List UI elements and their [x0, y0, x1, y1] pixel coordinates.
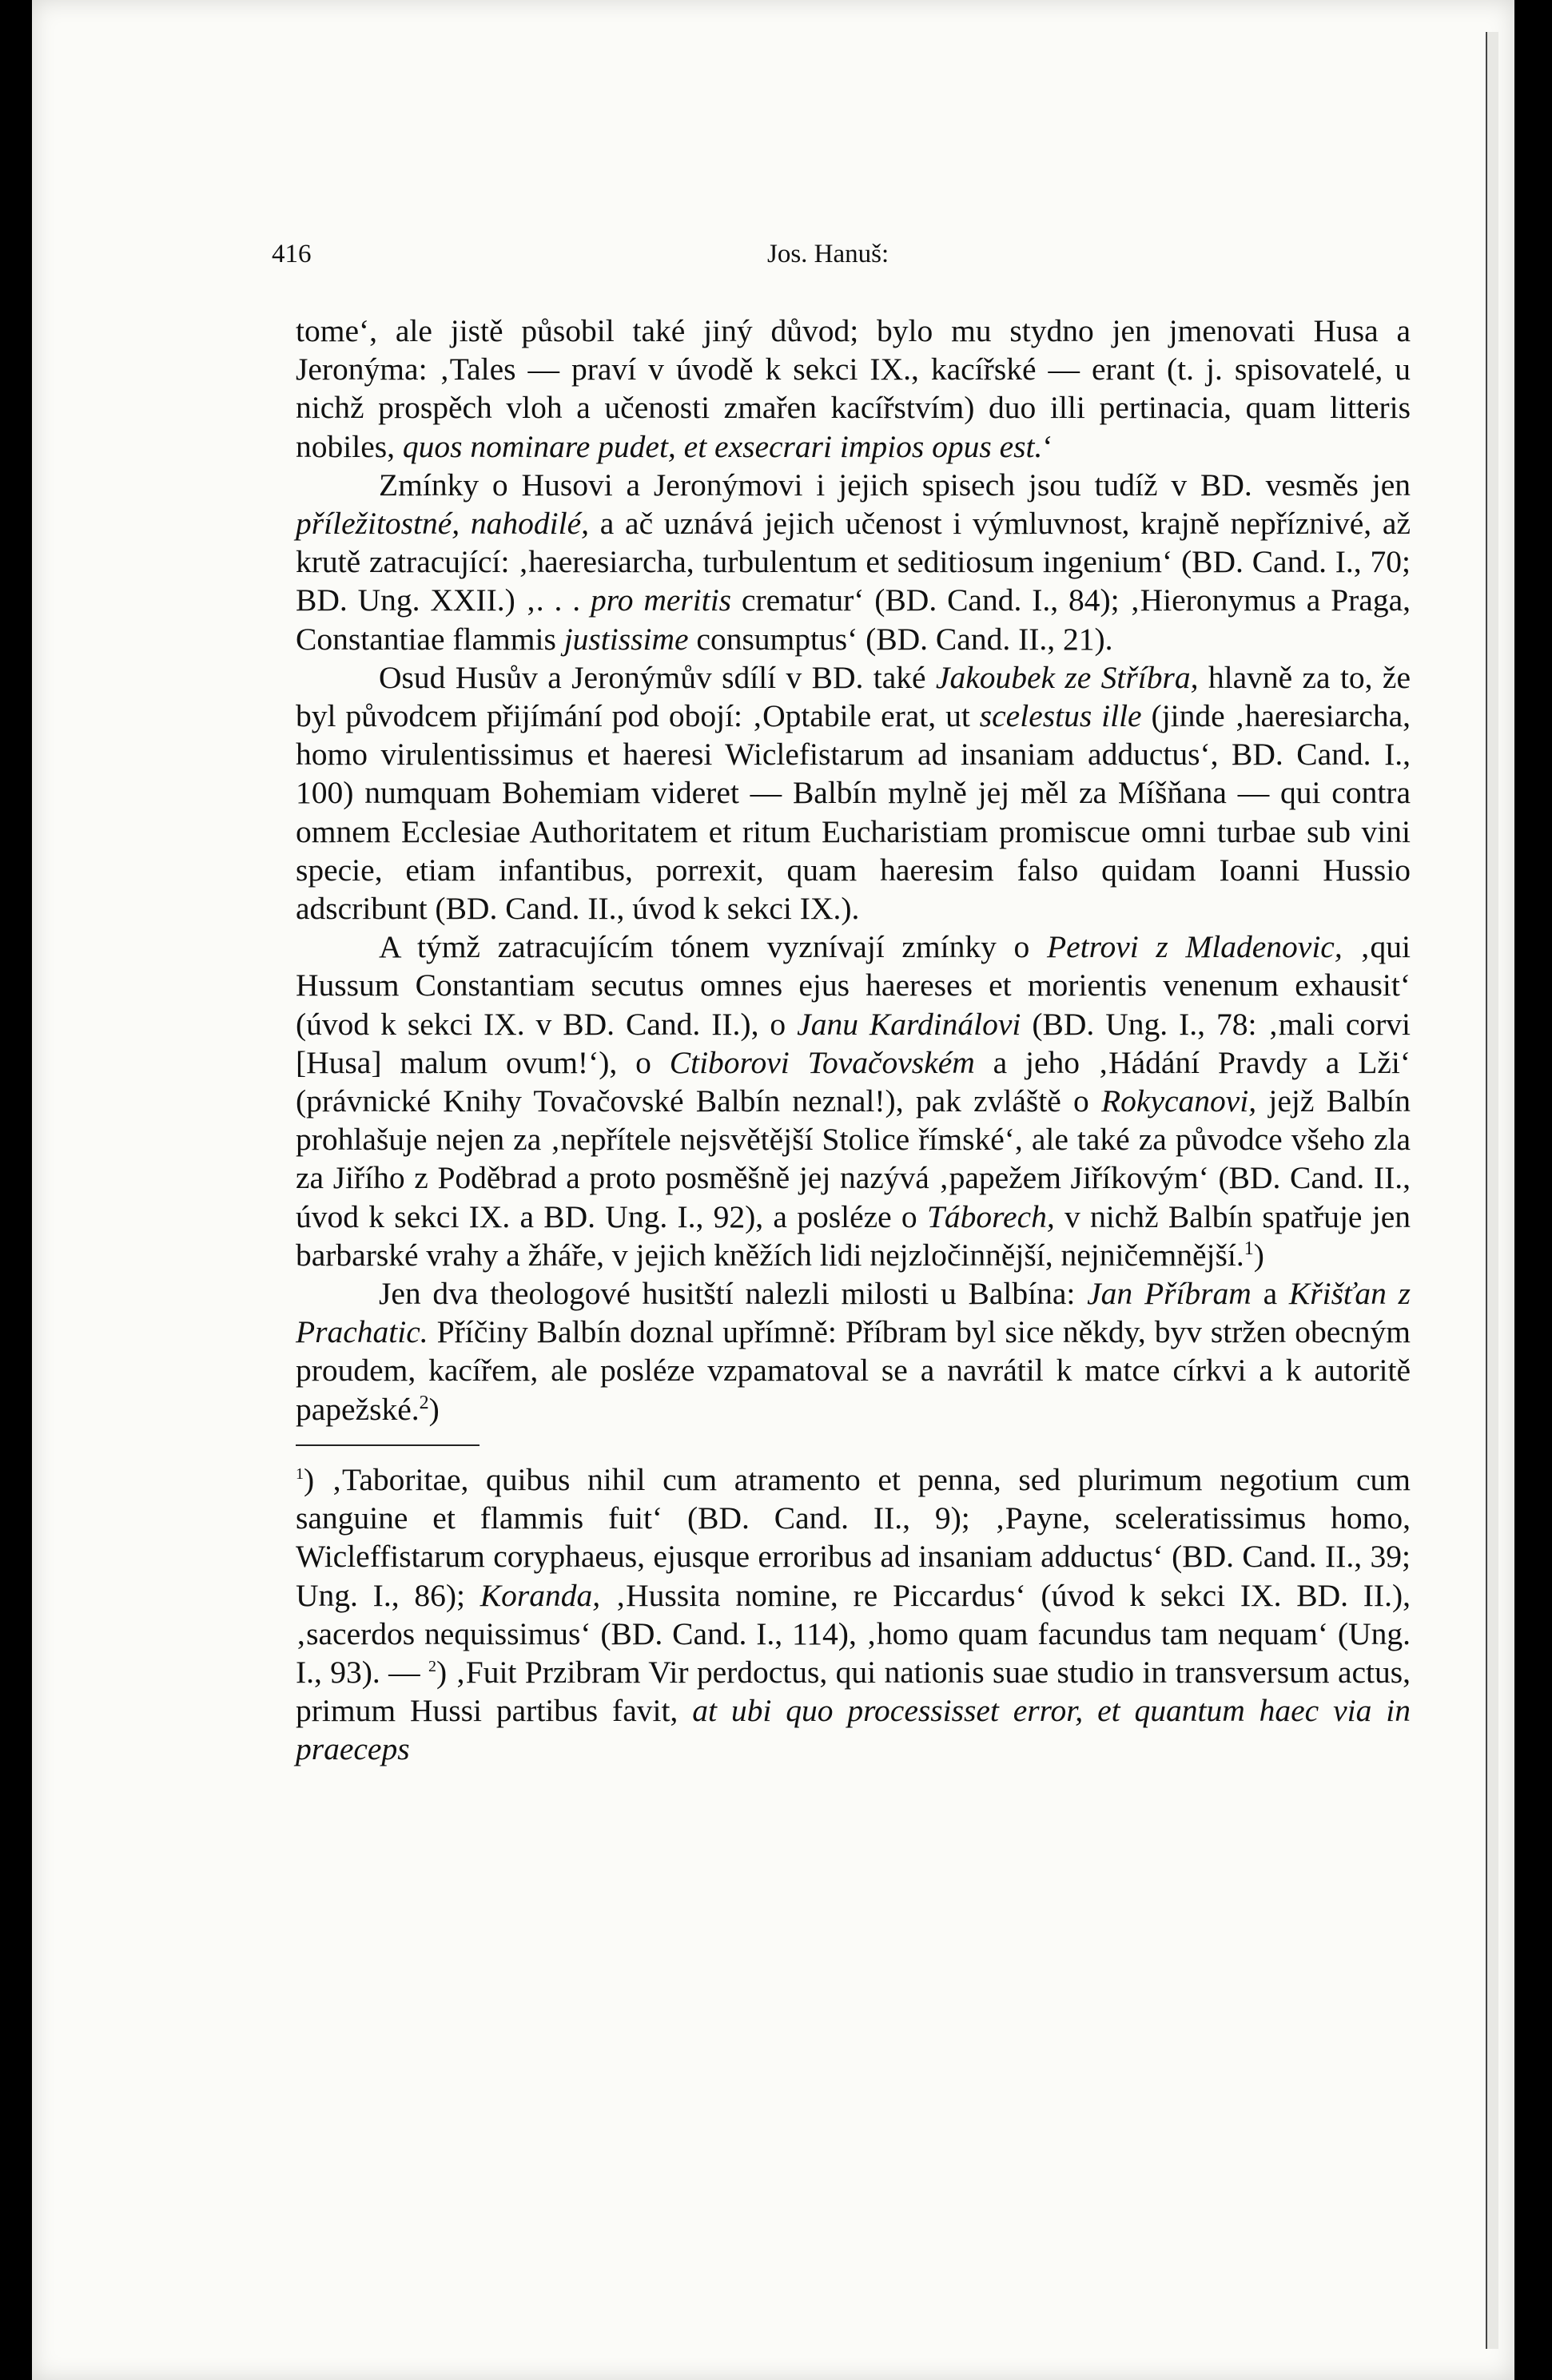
page-header: [272, 240, 1391, 280]
paragraph-5: Jen dva theologové husitští nalezli milosti u Balbína: Jan Příbram a Křišťan z Prachatic. Příčiny Balbín doznal upřímně: Příbram byl sice někdy, byv stržen obecným proudem, kacířem, ale posléze vzpamatoval se a navrátil k matce církvi a k autoritě papežské.$^2$): [296, 1276, 1411, 1427]
running-head: Jos. Hanuš:: [767, 240, 889, 268]
footnote-ref-1: 1: [1244, 1238, 1254, 1259]
page-edge: [1486, 32, 1498, 2349]
book-page: [32, 0, 1514, 2380]
footnotes: $^1$) ‚Taboritae, quibus nihil cum atramento et penna, sed plurimum negotium cum sanguine et flammis fuit‘ (BD. Cand. II., 9); ‚Payne, sceleratissimus homo, Wicleffistarum coryphaeus, ejusque erroribus ad insaniam adductus‘ (BD. Cand. II., 39; Ung. I., 86); Koranda, ‚Hussita nomine, re Piccardus‘ (úvod k sekci IX. BD. II.), ‚sacerdos nequissimus‘ (BD. Cand. I., 114), ‚homo quam facundus tam nequam‘ (Ung. I., 93). — $^2$) ‚Fuit Przibram Vir perdoctus, qui nationis suae studio in transversum actus, primum Hussi partibus favit, at ubi quo processisset error, et quantum haec via in praeceps: [296, 1461, 1411, 1767]
body-text: [296, 312, 1411, 1769]
paragraph-3: Osud Husův a Jeronýmův sdílí v BD. také Jakoubek ze Stříbra, hlavně za to, že byl původcem přijímání pod obojí: ‚Optabile erat, ut scelestus ille (jinde ‚haeresiarcha, homo virulentissimus et haeresi Wiclefistarum ad insaniam adductus‘, BD. Cand. I., 100) numquam Bohemiam videret — Balbín mylně jej měl za Míšňana — qui contra omnem Ecclesiae Authoritatem et ritum Eucharistiam promiscue omni turbae sub vini specie, etiam infantibus, porrexit, quam haeresim falso quidam Ioanni Hussio adscribunt (BD. Cand. II., úvod k sekci IX.).: [296, 659, 1411, 927]
paragraph-1: tome‘, ale jistě působil také jiný důvod; bylo mu stydno jen jmenovati Husa a Jeronýma: ‚Tales — praví v úvodě k sekci IX., kacířské — erant (t. j. spisovatelé, u nichž prospěch vloh a učenosti zmařen kacířstvím) duo illi pertinacia, quam litteris nobiles, quos nominare pudet, et exsecrari impios opus est.‘: [296, 313, 1411, 464]
footnote-ref-2: 2: [419, 1392, 429, 1413]
footnote-rule: [296, 1444, 480, 1446]
page-number: 416: [272, 240, 312, 268]
paragraph-2: Zmínky o Husovi a Jeronýmovi i jejich spisech jsou tudíž v BD. vesměs jen příležitostné, nahodilé, a ač uznává jejich učenost i výmluvnost, krajně nepříznivé, až krutě zatracující: ‚haeresiarcha, turbulentum et seditiosum ingenium‘ (BD. Cand. I., 70; BD. Ung. XXII.) ‚. . . pro meritis crematur‘ (BD. Cand. I., 84); ‚Hieronymus a Praga, Constantiae flammis justissime consumptus‘ (BD. Cand. II., 21).: [296, 467, 1411, 657]
paragraph-4: A týmž zatracujícím tónem vyznívají zmínky o Petrovi z Mladenovic, ‚qui Hussum Constantiam secutus omnes ejus haereses et morientis venenum exhausit‘ (úvod k sekci IX. v BD. Cand. II.), o Janu Kardinálovi (BD. Ung. I., 78: ‚mali corvi [Husa] malum ovum!‘), o Ctiborovi Tovačovském a jeho ‚Hádání Pravdy a Lži‘ (právnické Knihy Tovačovské Balbín neznal!), pak zvláště o Rokycanovi, jejž Balbín prohlašuje nejen za ‚nepřítele nejsvětější Stolice římské‘, ale také za původce všeho zla za Jiřího z Poděbrad a proto posměšně jej nazývá ‚papežem Jiříkovým‘ (BD. Cand. II., úvod k sekci IX. a BD. Ung. I., 92), a posléze o Táborech, v nichž Balbín spatřuje jen barbarské vrahy a žháře, v jejich kněžích lidi nejzločinnější, nejničemnější.$^1$): [296, 929, 1411, 1273]
